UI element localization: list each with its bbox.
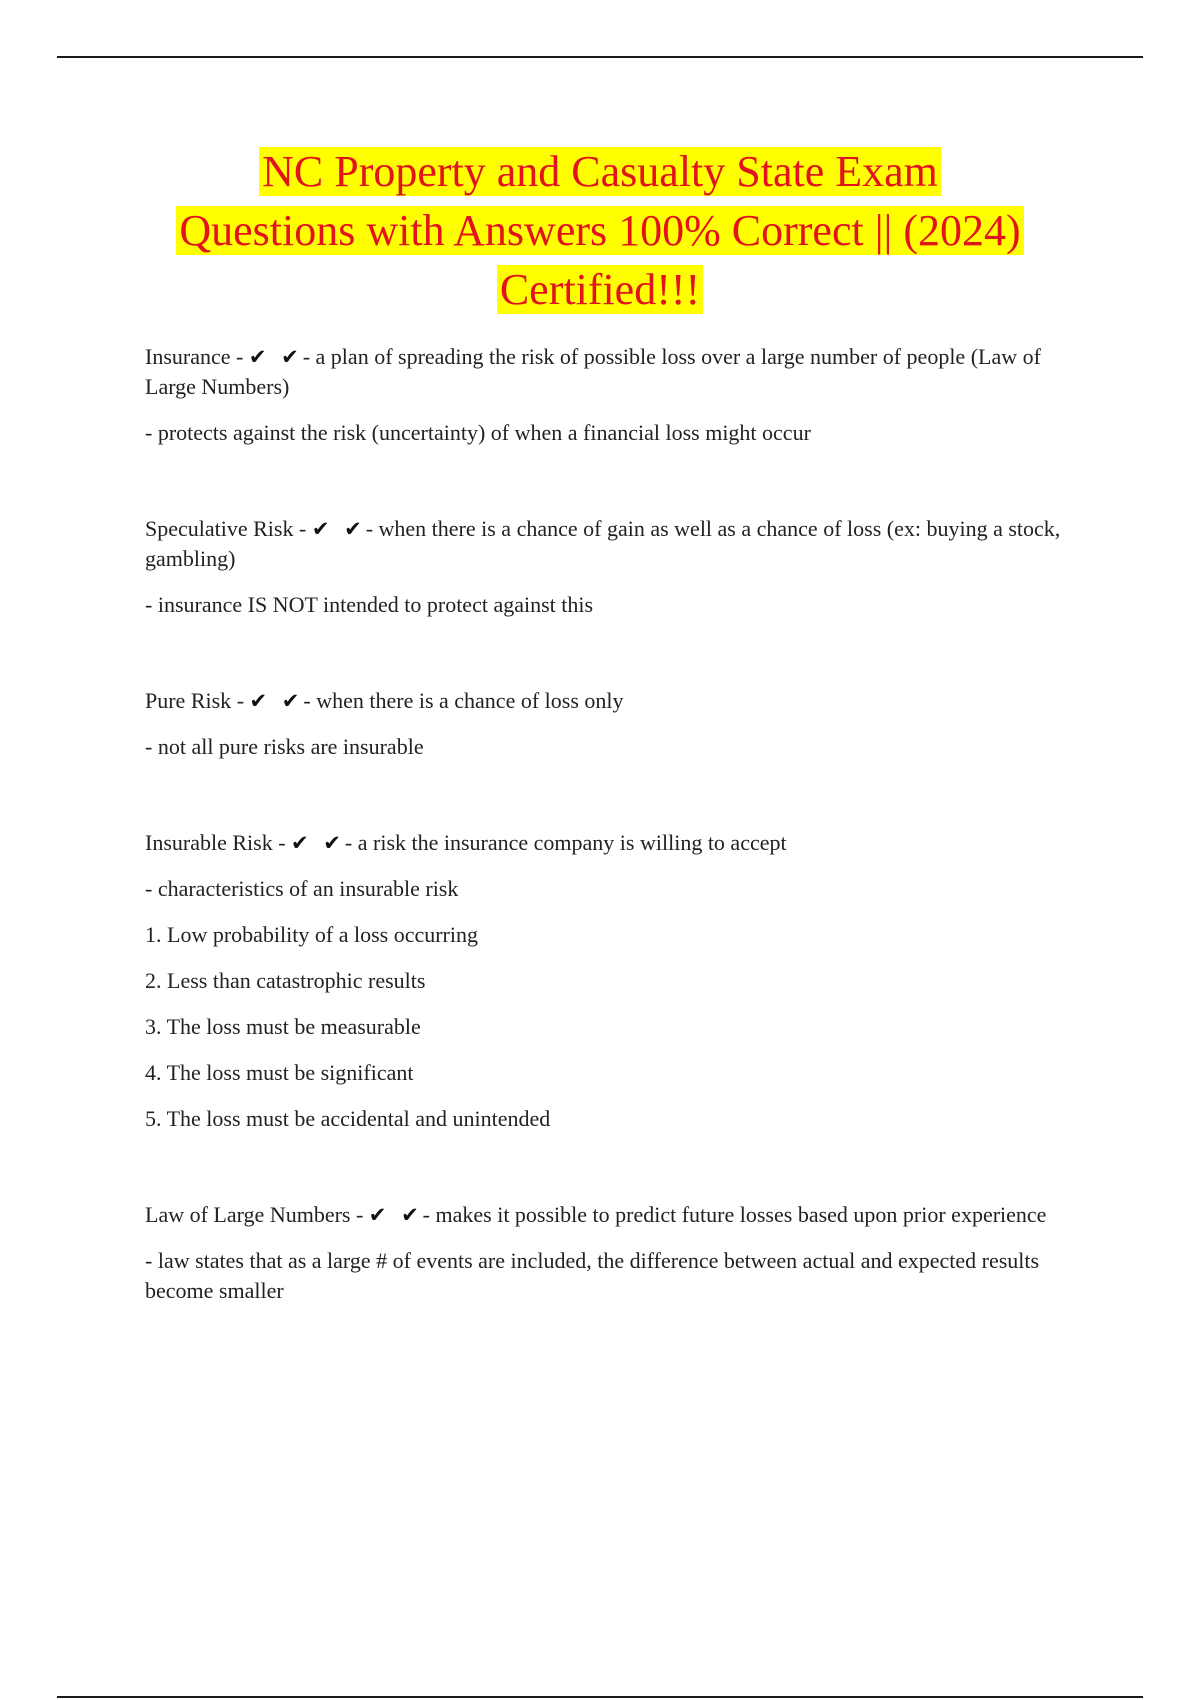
check-icon: ✔ ✔ [311, 517, 366, 541]
qa-note: - not all pure risks are insurable [145, 734, 424, 759]
qa-question: Insurable Risk - ✔ ✔- a risk the insurance company is willing to accept [145, 828, 1090, 858]
document-title [57, 142, 1143, 319]
check-icon: ✔ ✔ [291, 831, 345, 855]
qa-note: - protects against the risk (uncertainty) of when a financial loss might occur [145, 420, 811, 445]
title-line-3: Certified!!! [497, 265, 703, 314]
qa-list-item: 3. The loss must be measurable [145, 1014, 421, 1039]
qa-question: Speculative Risk - ✔ ✔- when there is a chance of gain as well as a chance of loss (ex: buying a stock, gambling) [145, 516, 1061, 571]
qa-list [145, 342, 1090, 1306]
qa-definition: a plan of spreading the risk of possible loss over a large number of people (Law of Large Numbers) [145, 344, 1041, 399]
qa-list-item: 5. The loss must be accidental and unintended [145, 1106, 551, 1131]
qa-note: - characteristics of an insurable risk [145, 876, 459, 901]
check-icon: ✔ ✔ [249, 689, 304, 713]
qa-definition: a risk the insurance company is willing to accept [357, 830, 787, 855]
qa-term: Insurable Risk [145, 830, 273, 855]
qa-entry-speculative-risk [145, 514, 1090, 620]
qa-list-item: 1. Low probability of a loss occurring [145, 922, 478, 947]
qa-definition: makes it possible to predict future losses based upon prior experience [435, 1202, 1047, 1227]
qa-entry-law-of-large-numbers [145, 1200, 1090, 1306]
qa-entry-insurance [145, 342, 1090, 448]
qa-note: - law states that as a large # of events are included, the difference between actual and expected results become smaller [145, 1248, 1040, 1303]
qa-entry-pure-risk [145, 686, 1090, 762]
qa-term: Insurance [145, 344, 231, 369]
title-line-2: Questions with Answers 100% Correct || (2024) [176, 206, 1023, 255]
qa-list-item: 4. The loss must be significant [145, 1060, 414, 1085]
qa-entry-insurable-risk [145, 828, 1090, 1134]
title-line-1: NC Property and Casualty State Exam [259, 147, 941, 196]
qa-term: Pure Risk [145, 688, 232, 713]
qa-question: Law of Large Numbers - ✔ ✔- makes it possible to predict future losses based upon prior experience [145, 1200, 1090, 1230]
qa-question: Pure Risk - ✔ ✔- when there is a chance of loss only [145, 686, 1090, 716]
qa-list-item: 2. Less than catastrophic results [145, 968, 426, 993]
check-icon: ✔ ✔ [248, 345, 303, 369]
qa-definition: when there is a chance of loss only [316, 688, 624, 713]
bottom-rule [57, 1696, 1143, 1698]
top-rule [57, 56, 1143, 58]
qa-term: Speculative Risk [145, 516, 294, 541]
qa-question: Insurance - ✔ ✔- a plan of spreading the risk of possible loss over a large number of people (Law of Large Numbers) [145, 344, 1041, 399]
qa-definition: when there is a chance of gain as well as a chance of loss (ex: buying a stock, gambling) [145, 516, 1061, 571]
qa-note: - insurance IS NOT intended to protect against this [145, 592, 594, 617]
check-icon: ✔ ✔ [368, 1203, 423, 1227]
qa-term: Law of Large Numbers [145, 1202, 351, 1227]
